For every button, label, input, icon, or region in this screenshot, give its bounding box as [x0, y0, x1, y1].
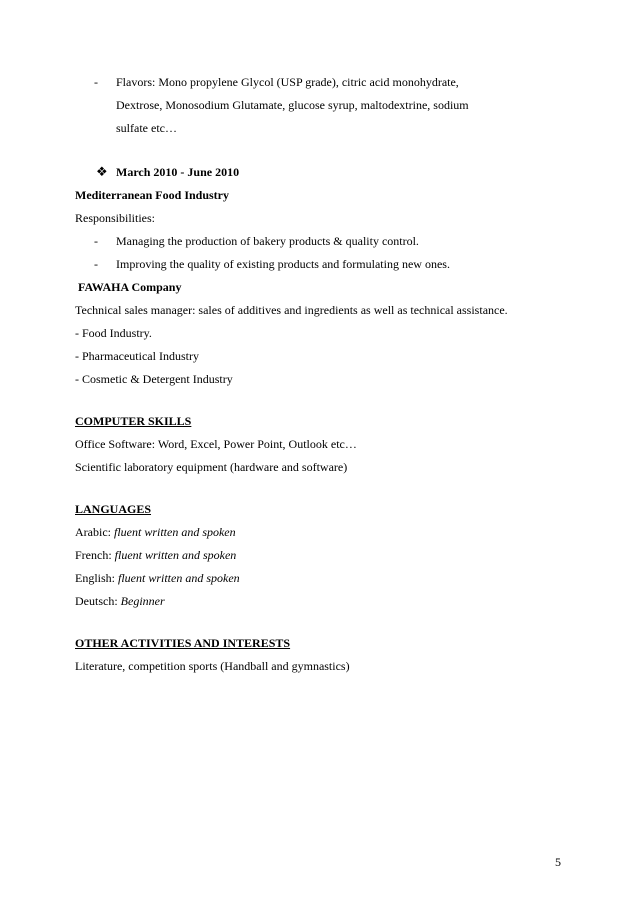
skill-line: Office Software: Word, Excel, Power Point, Outlook etc…	[75, 437, 357, 451]
section-heading-computer-skills: COMPUTER SKILLS	[75, 414, 192, 428]
industry-item: - Pharmaceutical Industry	[75, 349, 199, 363]
industry-item: - Cosmetic & Detergent Industry	[75, 372, 233, 386]
responsibilities-label: Responsibilities:	[75, 211, 156, 225]
list-dash: -	[94, 234, 98, 248]
language-name: English:	[75, 571, 119, 585]
activities-text: Literature, competition sports (Handball and gymnastics)	[75, 659, 350, 673]
company-name: Mediterranean Food Industry	[75, 188, 229, 202]
list-dash: -	[94, 75, 98, 89]
list-dash: -	[94, 257, 98, 271]
industry-item: - Food Industry.	[75, 326, 152, 340]
flavors-line-1: Flavors: Mono propylene Glycol (USP grade), citric acid monohydrate,	[116, 75, 459, 89]
language-entry	[75, 571, 240, 585]
responsibility-item: Managing the production of bakery products & quality control.	[116, 234, 419, 248]
language-level: Beginner	[120, 594, 165, 608]
flavors-line-3: sulfate etc…	[116, 121, 177, 135]
job-period: March 2010 - June 2010	[116, 165, 240, 179]
language-entry	[75, 594, 165, 608]
company-name: FAWAHA Company	[75, 280, 182, 294]
skill-line: Scientific laboratory equipment (hardware and software)	[75, 460, 348, 474]
language-level: fluent written and spoken	[113, 525, 236, 539]
language-name: French:	[75, 548, 115, 562]
language-entry	[75, 525, 236, 539]
language-entry	[75, 548, 236, 562]
page-number: 5	[555, 855, 561, 869]
flavors-line-2: Dextrose, Monosodium Glutamate, glucose syrup, maltodextrine, sodium	[116, 98, 469, 112]
language-level: fluent written and spoken	[118, 571, 240, 585]
responsibility-item: Improving the quality of existing products and formulating new ones.	[116, 257, 450, 271]
language-name: Arabic:	[75, 525, 114, 539]
language-name: Deutsch:	[75, 594, 121, 608]
language-level: fluent written and spoken	[114, 548, 237, 562]
diamond-bullet-icon: ❖	[96, 164, 108, 179]
section-heading-activities: OTHER ACTIVITIES AND INTERESTS	[75, 636, 291, 650]
job-role: Technical sales manager: sales of additives and ingredients as well as technical assistance.	[75, 303, 508, 317]
section-heading-languages: LANGUAGES	[75, 502, 152, 516]
